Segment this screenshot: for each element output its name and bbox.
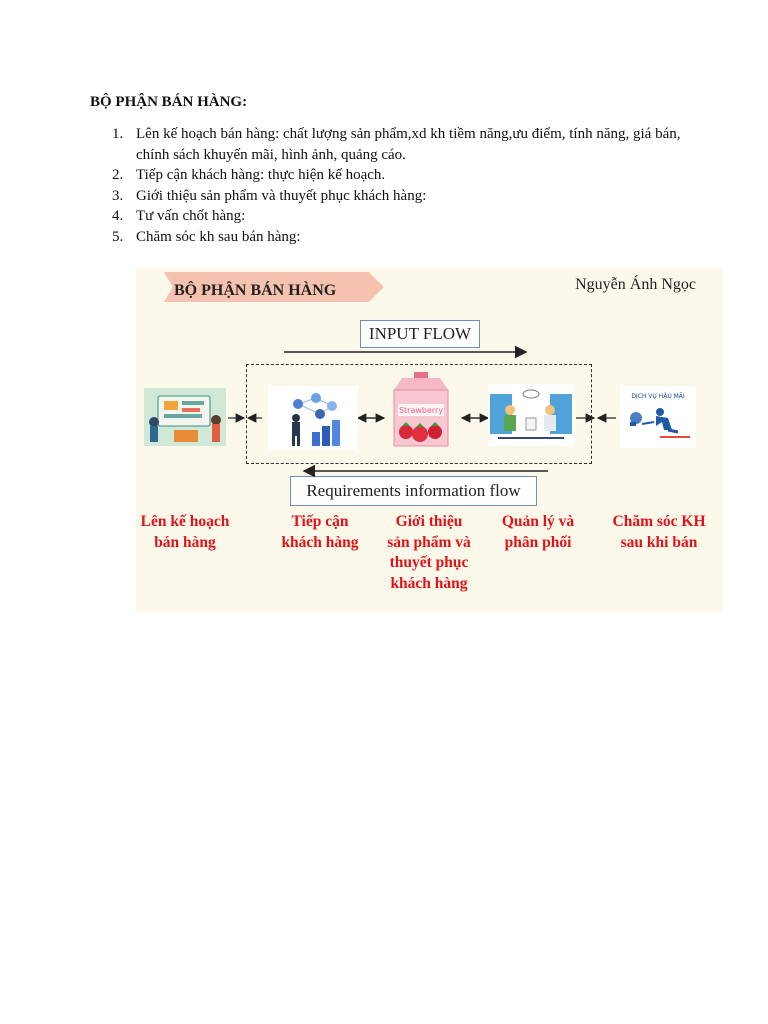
stage-label-approach: Tiếp cận khách hàng	[281, 513, 359, 551]
list-number: 4.	[112, 208, 124, 224]
list-text: Tiếp cận khách hàng: thực hiện kế hoạch.	[136, 167, 386, 183]
planning-illustration-icon	[144, 388, 226, 446]
list-text: Giới thiệu sản phẩm và thuyết phục khách hàng:	[136, 187, 427, 204]
requirements-flow-box: Requirements information flow	[290, 476, 537, 506]
after-sales-service-illustration-icon	[620, 386, 696, 448]
list-text: Tư vấn chốt hàng:	[136, 208, 246, 224]
strawberry-milk-carton-icon	[388, 368, 458, 452]
list-number: 3.	[112, 187, 124, 204]
carton-text: Strawberry	[398, 406, 444, 415]
list-number: 5.	[112, 228, 124, 245]
list-text: Chăm sóc kh sau bán hàng:	[136, 228, 301, 245]
list-item	[91, 165, 691, 186]
stage-label-introduce: Giới thiệu sản phẩm và thuyết phục khách hàng	[387, 513, 471, 592]
list-number: 2.	[112, 167, 124, 183]
distribution-illustration-icon	[488, 384, 574, 446]
stage-label-aftercare: Chăm sóc KH sau khi bán	[612, 513, 706, 551]
customer-network-illustration-icon	[268, 386, 358, 450]
task-list	[91, 124, 691, 247]
banner-title: BỘ PHẬN BÁN HÀNG	[174, 282, 337, 299]
list-item	[91, 206, 691, 227]
document-heading: BỘ PHẬN BÁN HÀNG:	[90, 94, 248, 110]
list-item	[91, 124, 691, 165]
stage-label-planning: Lên kế hoạch bán hàng	[140, 513, 230, 551]
stage-label-distribution: Quản lý và phân phối	[501, 513, 575, 551]
list-item	[91, 186, 691, 207]
list-text: Lên kế hoạch bán hàng: chất lượng sản phẩm,xd kh tiềm năng,ưu điểm, tính năng, giá bán, chính sách khuyến mãi, hình ảnh, quảng cáo.	[136, 126, 681, 163]
input-flow-box: INPUT FLOW	[360, 320, 480, 348]
list-item	[91, 227, 691, 248]
sales-flow-figure	[136, 268, 722, 612]
service-sign-text: DỊCH VỤ HẬU MÃI	[631, 393, 685, 400]
list-number: 1.	[112, 126, 124, 142]
author-name: Nguyễn Ánh Ngọc	[575, 276, 696, 293]
